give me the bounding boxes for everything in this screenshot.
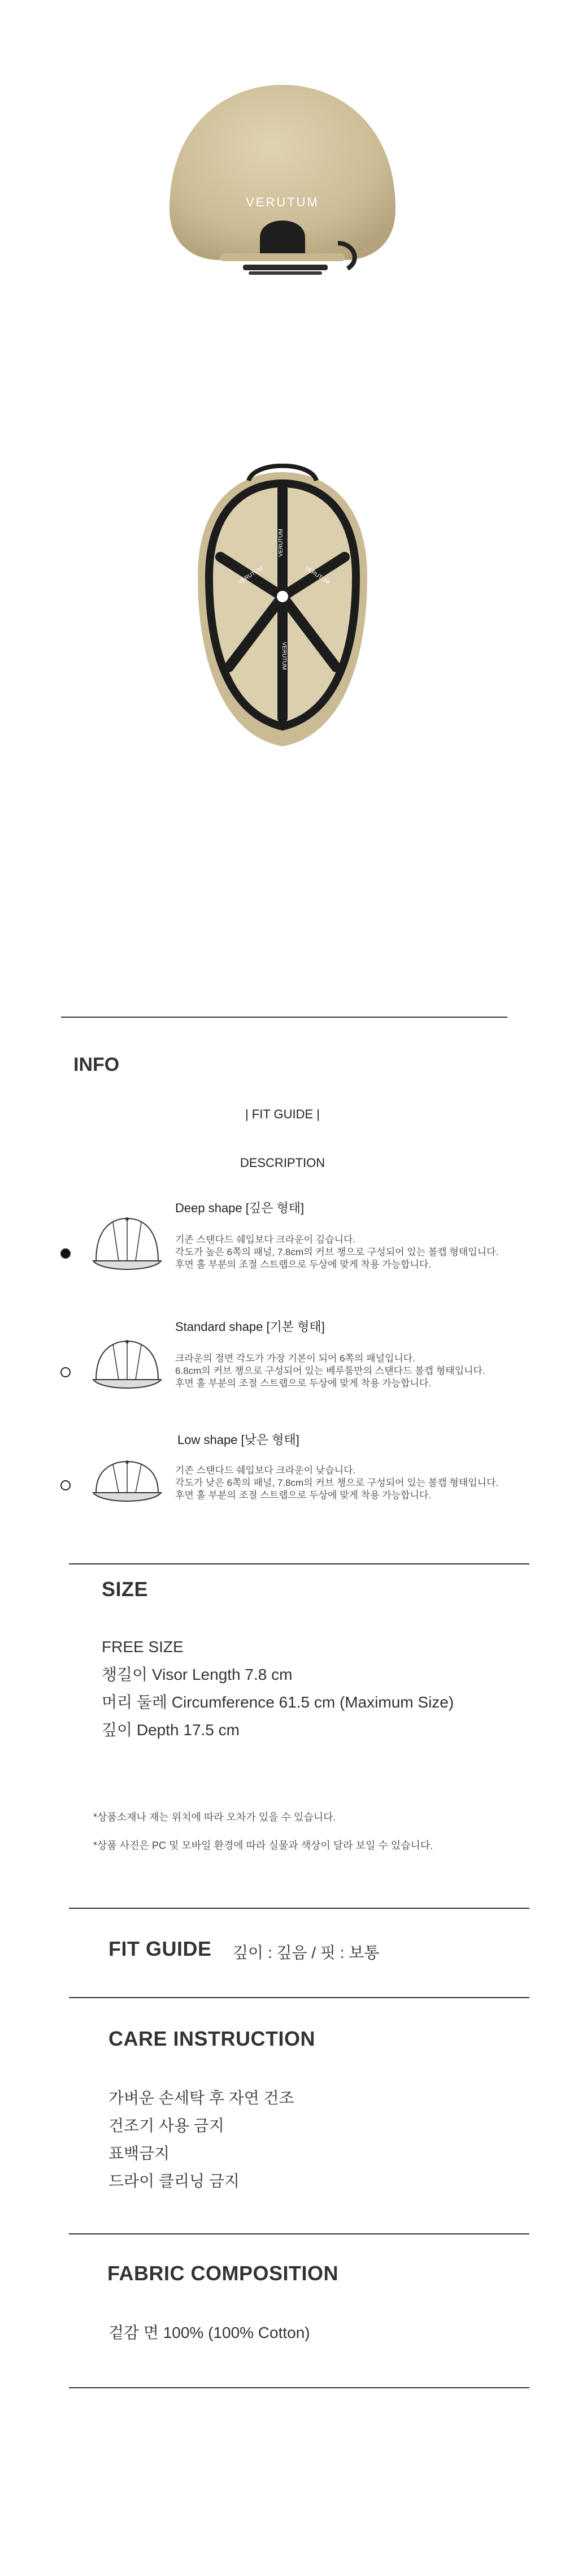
size-line: 챙길이 Visor Length 7.8 cm: [102, 1666, 293, 1683]
shape-desc-line: 6.8cm의 커브 챙으로 구성되어 있는 베루툼만의 스탠다드 볼캡 형태입니다.: [175, 1365, 485, 1376]
care-line: 표백금지: [108, 2145, 170, 2162]
shape-desc-line: 기존 스탠다드 쉐입보다 크라운이 낮습니다.: [175, 1465, 356, 1476]
cap-outline-standard-icon: [90, 1334, 164, 1397]
divider: [69, 2233, 529, 2234]
size-heading: SIZE: [102, 1577, 149, 1601]
shape-desc-line: 크라운의 정면 각도가 가장 기본이 되어 6쪽의 패널입니다.: [175, 1353, 415, 1364]
shape-desc-line: 각도가 낮은 6쪽의 패널, 7.8cm의 커브 챙으로 구성되어 있는 볼캡 형태입니다.: [175, 1477, 499, 1488]
fabric-value: 겉감 면 100% (100% Cotton): [108, 2324, 310, 2341]
size-note: *상품 사진은 PC 및 모바일 환경에 따라 실물과 색상이 달라 보일 수 있습니다.: [93, 1840, 433, 1851]
shape-desc-line: 후면 홀 부분의 조절 스트랩으로 두상에 맞게 착용 가능합니다.: [175, 1259, 432, 1270]
shape-desc-line: 후면 홀 부분의 조절 스트랩으로 두상에 맞게 착용 가능합니다.: [175, 1490, 432, 1501]
care-line: 가벼운 손세탁 후 자연 건조: [108, 2089, 294, 2107]
radio-unselected[interactable]: [60, 1367, 71, 1377]
divider: [61, 1017, 507, 1018]
divider: [69, 1908, 529, 1909]
shape-option-deep[interactable]: [56, 1199, 520, 1283]
cap-logo-text: VERUTUM: [246, 195, 319, 209]
radio-unselected[interactable]: [60, 1480, 71, 1490]
fit-guide-label: | FIT GUIDE |: [245, 1107, 320, 1121]
divider: [69, 1997, 529, 1998]
care-line: 드라이 클리닝 금지: [108, 2172, 240, 2190]
shape-title: Deep shape [깊은 형태]: [175, 1201, 305, 1215]
shape-option-low[interactable]: [56, 1430, 520, 1515]
cap-inside-photo: [181, 464, 384, 758]
size-line: 머리 둘레 Circumference 61.5 cm (Maximum Size): [102, 1693, 454, 1711]
radio-selected[interactable]: [60, 1248, 71, 1259]
shape-desc-line: 기존 스탠다드 쉐입보다 크라운이 깊습니다.: [175, 1234, 356, 1245]
shape-desc-line: 후면 홀 부분의 조절 스트랩으로 두상에 맞게 착용 가능합니다.: [175, 1378, 432, 1389]
shape-option-standard[interactable]: [56, 1317, 520, 1402]
cap-outline-deep-icon: [90, 1216, 164, 1278]
description-label: DESCRIPTION: [240, 1156, 325, 1170]
fit-guide-heading: FIT GUIDE: [108, 1937, 212, 1960]
divider: [69, 1563, 529, 1564]
divider: [69, 2387, 529, 2388]
fabric-heading: FABRIC COMPOSITION: [107, 2262, 339, 2285]
strap-text: VERUTUM: [278, 529, 284, 557]
shape-title: Low shape [낮은 형태]: [177, 1433, 299, 1447]
strap-text: VERUTUM: [281, 642, 287, 670]
cap-outline-low-icon: [90, 1447, 164, 1510]
care-line: 건조기 사용 금지: [108, 2117, 224, 2134]
strap-text: VERUTUM: [237, 565, 264, 586]
strap-text: VERUTUM: [303, 565, 331, 586]
info-heading: INFO: [73, 1054, 120, 1075]
shape-title: Standard shape [기본 형태]: [175, 1320, 325, 1334]
care-heading: CARE INSTRUCTION: [108, 2027, 315, 2050]
fit-guide-value: 깊이 : 깊음 / 핏 : 보통: [233, 1944, 380, 1961]
size-line: FREE SIZE: [102, 1638, 184, 1656]
size-line: 깊이 Depth 17.5 cm: [102, 1721, 240, 1739]
size-note: *상품소재나 재는 위치에 따라 오차가 있을 수 있습니다.: [93, 1812, 336, 1823]
cap-back-photo: [158, 74, 407, 311]
shape-desc-line: 각도가 높은 6쪽의 패널, 7.8cm의 커브 챙으로 구성되어 있는 볼캡 형태입니다.: [175, 1247, 499, 1257]
